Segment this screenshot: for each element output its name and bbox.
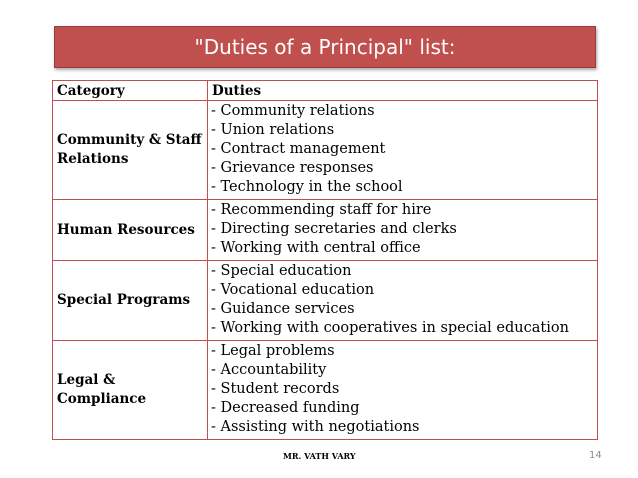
duties-cell <box>208 101 598 200</box>
duty-item: - Legal problems <box>211 343 335 359</box>
duty-item: - Guidance services <box>211 301 355 317</box>
table-header-row <box>53 81 598 101</box>
duties-cell <box>208 341 598 440</box>
duty-item: - Working with cooperatives in special education <box>211 320 569 336</box>
duty-item: - Assisting with negotiations <box>211 419 420 435</box>
duty-item: - Accountability <box>211 362 327 378</box>
slide-title: "Duties of a Principal" list: <box>194 35 456 59</box>
slide-title-banner <box>54 26 596 68</box>
table-row <box>53 341 598 440</box>
duty-item: - Directing secretaries and clerks <box>211 221 457 237</box>
duty-item: - Recommending staff for hire <box>211 202 432 218</box>
duty-item: - Vocational education <box>211 282 375 298</box>
duty-item: - Special education <box>211 263 352 279</box>
duty-item: - Grievance responses <box>211 160 374 176</box>
duty-item: - Student records <box>211 381 340 397</box>
duties-table <box>52 80 598 440</box>
duty-item: - Technology in the school <box>211 179 403 195</box>
table-row <box>53 200 598 261</box>
duty-item: - Contract management <box>211 141 386 157</box>
duty-item: - Decreased funding <box>211 400 360 416</box>
table-row <box>53 101 598 200</box>
footer-author: MR. VATH VARY <box>283 451 356 461</box>
page-number: 14 <box>589 450 602 461</box>
category-cell: Human Resources <box>53 200 208 261</box>
duty-item: - Community relations <box>211 103 375 119</box>
duty-item: - Union relations <box>211 122 335 138</box>
header-duties: Duties <box>208 81 598 101</box>
table-row <box>53 261 598 341</box>
duties-cell <box>208 261 598 341</box>
category-cell: Legal & Compliance <box>53 341 208 440</box>
header-category: Category <box>53 81 208 101</box>
category-cell: Special Programs <box>53 261 208 341</box>
duties-cell <box>208 200 598 261</box>
duty-item: - Working with central office <box>211 240 421 256</box>
category-cell: Community & Staff Relations <box>53 101 208 200</box>
